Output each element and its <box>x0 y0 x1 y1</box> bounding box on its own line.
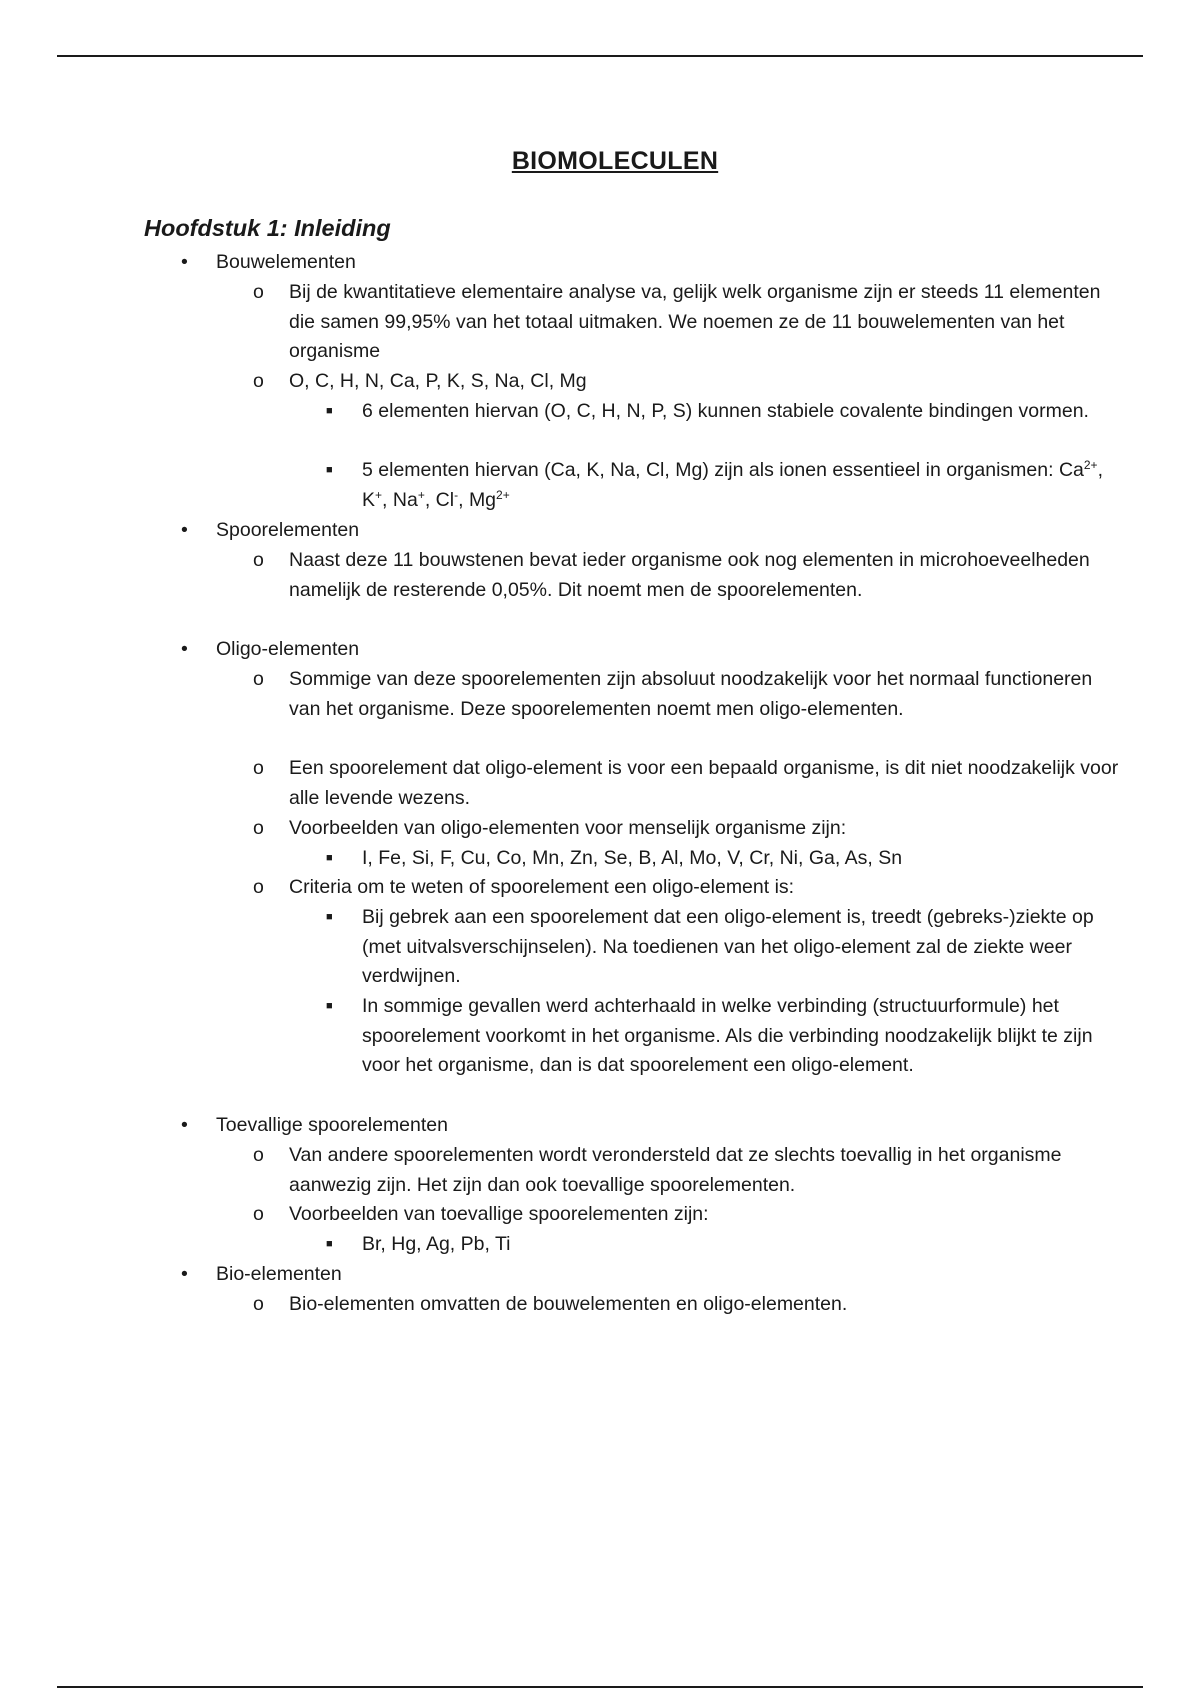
bullet-square: ■ <box>326 911 333 923</box>
document-title: BIOMOLECULEN <box>511 147 719 175</box>
ions-intro: 5 elementen hiervan (Ca, K, Na, Cl, Mg) zijn als ionen essentieel in organismen: <box>362 459 1054 481</box>
section-heading-spoorelementen: Spoorelementen <box>216 519 360 541</box>
list-item: Een spoorelement dat oligo-element is voor een bepaald organisme, is dit niet noodzakelijk voor alle levende wezens. <box>289 757 1119 809</box>
list-item: Bio-elementen omvatten de bouwelementen en oligo-elementen. <box>289 1293 848 1315</box>
ion: $Ca^{2+}$ <box>1058 458 1098 481</box>
bullet-square: ■ <box>326 1000 333 1012</box>
ion: $Mg^{2+}$ <box>468 487 510 511</box>
bullet-circle: o <box>253 876 264 898</box>
list-item: Voorbeelden van toevallige spoorelementen zijn: <box>289 1203 709 1225</box>
chapter-heading: Hoofdstuk 1: Inleiding <box>144 215 391 241</box>
sub-list-item: In sommige gevallen werd achterhaald in welke verbinding (structuurformule) het spoorelement voorkomt in het organisme. Als die verbinding noodzakelijk blijkt te zijn voor het organisme, dan is dat spoorelement een oligo-element. <box>362 995 1093 1077</box>
section-heading-bio-elementen: Bio-elementen <box>216 1263 342 1285</box>
list-item: O, C, H, N, Ca, P, K, S, Na, Cl, Mg <box>289 370 587 392</box>
bullet-circle: o <box>253 1293 264 1315</box>
bullet-circle: o <box>253 817 264 839</box>
bullet-dot: • <box>181 1263 188 1285</box>
list-item: Criteria om te weten of spoorelement een oligo-element is: <box>289 876 795 898</box>
bullet-square: ■ <box>326 852 333 864</box>
bullet-dot: • <box>181 251 188 273</box>
ion-list: $Ca^{2+}$, K+, Na+, Cl-, $Mg^{2+}$ <box>362 458 1103 511</box>
bullet-circle: o <box>253 549 264 571</box>
list-item: Van andere spoorelementen wordt verondersteld dat ze slechts toevallig in het organisme aanwezig zijn. Het zijn dan ook toevallige spoorelementen. <box>289 1144 1062 1196</box>
bullet-circle: o <box>253 281 264 303</box>
bullet-circle: o <box>253 370 264 392</box>
section-heading-toevallige-spoorelementen: Toevallige spoorelementen <box>216 1114 448 1136</box>
bullet-square: ■ <box>326 405 333 417</box>
list-item: Naast deze 11 bouwstenen bevat ieder organisme ook nog elementen in microhoeveelheden namelijk de resterende 0,05%. Dit noemt men de spoorelementen. <box>289 549 1090 601</box>
list-item: Sommige van deze spoorelementen zijn absoluut noodzakelijk voor het normaal functioneren van het organisme. Deze spoorelementen noemt men oligo-elementen. <box>289 668 1093 720</box>
section-heading-bouwelementen: Bouwelementen <box>216 251 356 273</box>
sub-list-item: Br, Hg, Ag, Pb, Ti <box>362 1233 511 1255</box>
sub-list-item: Bij gebrek aan een spoorelement dat een oligo-element is, treedt (gebreks-)ziekte op (met uitvalsverschijnselen). Na toedienen van het oligo-element zal de ziekte weer verdwijnen. <box>362 906 1094 988</box>
sub-list-item <box>362 456 1122 515</box>
list-item: Voorbeelden van oligo-elementen voor menselijk organisme zijn: <box>289 817 847 839</box>
section-heading-oligo-elementen: Oligo-elementen <box>216 638 360 660</box>
bullet-circle: o <box>253 757 264 779</box>
ion: K+ <box>362 487 383 511</box>
bullet-square: ■ <box>326 464 333 476</box>
bottom-rule <box>57 1686 1143 1688</box>
bullet-dot: • <box>181 1114 188 1136</box>
bullet-dot: • <box>181 519 188 541</box>
bullet-circle: o <box>253 1144 264 1166</box>
bullet-dot: • <box>181 638 188 660</box>
bullet-circle: o <box>253 668 264 690</box>
ion: Na+ <box>392 487 425 511</box>
sub-list-item: 6 elementen hiervan (O, C, H, N, P, S) kunnen stabiele covalente bindingen vormen. <box>362 400 1089 422</box>
ion: Cl- <box>435 487 459 511</box>
bullet-circle: o <box>253 1203 264 1225</box>
list-item: Bij de kwantitatieve elementaire analyse va, gelijk welk organisme zijn er steeds 11 elementen die samen 99,95% van het totaal uitmaken. We noemen ze de 11 bouwelementen van het organisme <box>289 281 1101 363</box>
top-rule <box>57 55 1143 57</box>
bullet-square: ■ <box>326 1238 333 1250</box>
sub-list-item: I, Fe, Si, F, Cu, Co, Mn, Zn, Se, B, Al, Mo, V, Cr, Ni, Ga, As, Sn <box>362 847 903 869</box>
